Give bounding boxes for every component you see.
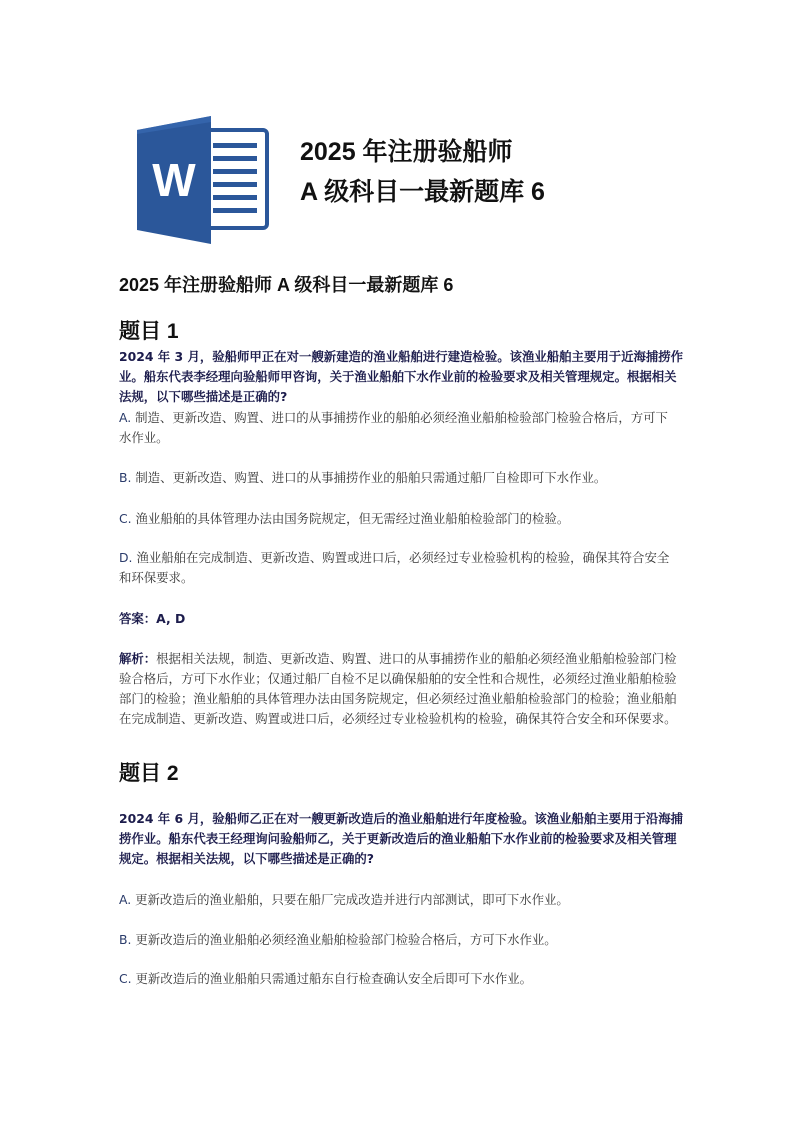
question-2-stem: 2024 年 6 月，验船师乙正在对一艘更新改造后的渔业船舶进行年度检验。该渔业船舶主要用于沿海捕捞作业。船东代表王经理询问验船师乙，关于更新改造后的渔业船舶下水作业前的检验要求及相关管理规定。根据相关法规，以下哪些描述是正确的?: [119, 811, 684, 866]
question-2-heading: 题目 2: [119, 762, 179, 785]
question-1-answer: [119, 609, 679, 629]
option-letter: D.: [119, 550, 133, 565]
answer-value: A, D: [156, 611, 186, 626]
question-1-heading: 题目 1: [119, 320, 179, 343]
analysis-label: 解析：: [119, 651, 157, 666]
microsoft-word-icon: [133, 116, 269, 244]
option-letter: C.: [119, 511, 132, 526]
option-text: 更新改造后的渔业船舶只需通过船东自行检查确认安全后即可下水作业。: [135, 971, 533, 986]
option-text: 渔业船舶在完成制造、更新改造、购置或进口后，必须经过专业检验机构的检验，确保其符合安全和环保要求。: [119, 550, 670, 585]
question-1-option-a: [119, 408, 679, 448]
question-1-stem: 2024 年 3 月，验船师甲正在对一艘新建造的渔业船舶进行建造检验。该渔业船舶主要用于近海捕捞作业。船东代表李经理向验船师甲咨询，关于渔业船舶下水作业前的检验要求及相关管理规定。根据相关法规，以下哪些描述是正确的?: [119, 349, 684, 404]
option-text: 渔业船舶的具体管理办法由国务院规定，但无需经过渔业船舶检验部门的检验。: [135, 511, 570, 526]
option-letter: B.: [119, 470, 132, 485]
option-letter: A.: [119, 892, 132, 907]
svg-text:W: W: [152, 154, 196, 206]
option-text: 更新改造后的渔业船舶必须经渔业船舶检验部门检验合格后，方可下水作业。: [135, 932, 557, 947]
question-2-option-c: [119, 969, 679, 989]
question-1-option-d: [119, 548, 679, 588]
cover-header: [133, 116, 593, 244]
option-text: 制造、更新改造、购置、进口的从事捕捞作业的船舶只需通过船厂自检即可下水作业。: [135, 470, 607, 485]
cover-title-line-1: 2025 年注册验船师: [300, 138, 513, 166]
cover-title-line-2: A 级科目一最新题库 6: [300, 178, 545, 206]
cover-title: [300, 132, 545, 212]
option-text: 更新改造后的渔业船舶，只要在船厂完成改造并进行内部测试，即可下水作业。: [135, 892, 569, 907]
question-1-analysis: [119, 649, 679, 729]
question-1-option-c: [119, 509, 679, 529]
question-2-option-a: [119, 890, 679, 910]
option-letter: B.: [119, 932, 132, 947]
analysis-text: 根据相关法规，制造、更新改造、购置、进口的从事捕捞作业的船舶必须经渔业船舶检验部门检验合格后，方可下水作业；仅通过船厂自检不足以确保船舶的安全性和合规性，必须经过渔业船舶检验部门的检验；渔业船舶的具体管理办法由国务院规定，但必须经过渔业船舶检验部门的检验；渔业船舶在完成制造、更新改造、购置或进口后，必须经过专业检验机构的检验，确保其符合安全和环保要求。: [119, 651, 677, 726]
document-title: 2025 年注册验船师 A 级科目一最新题库 6: [119, 275, 454, 295]
option-text: 制造、更新改造、购置、进口的从事捕捞作业的船舶必须经渔业船舶检验部门检验合格后，方可下水作业。: [119, 410, 668, 445]
question-2-option-b: [119, 930, 679, 950]
option-letter: A.: [119, 410, 132, 425]
option-letter: C.: [119, 971, 132, 986]
answer-label: 答案：: [119, 611, 157, 626]
question-1-option-b: [119, 468, 679, 488]
